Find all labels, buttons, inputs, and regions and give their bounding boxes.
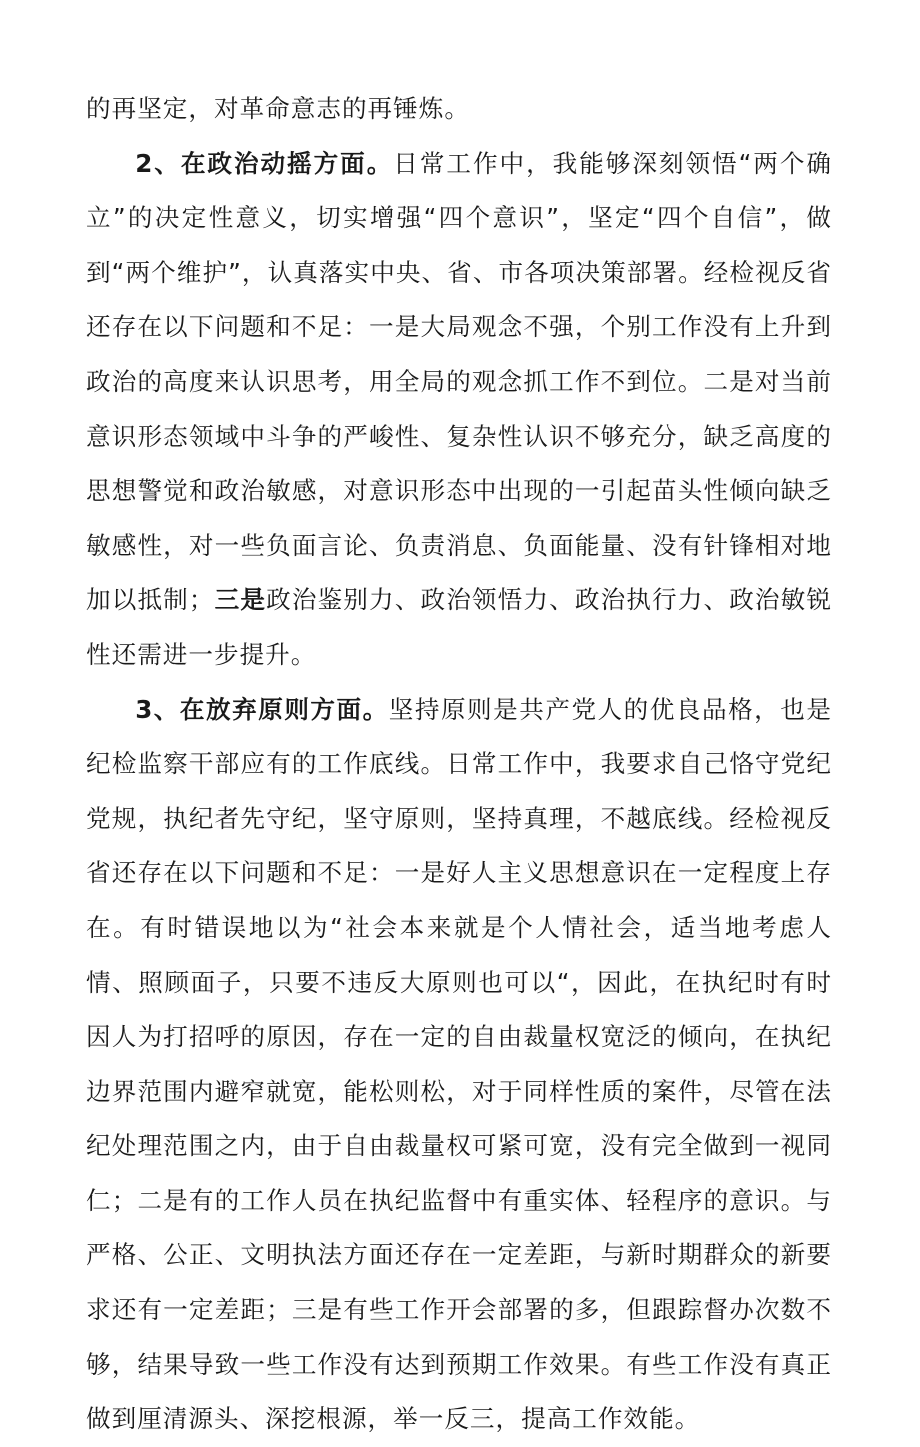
paragraph-text: 坚持原则是共产党人的优良品格，也是纪检监察干部应有的工作底线。日常工作中，我要求自己恪守党纪党规，执纪者先守纪，坚守原则，坚持真理，不越底线。经检视反省还存在以下问题和不足：一是好人主义思想意识在一定程度上存在。有时错误地以为“社会本来就是个人情社会，适当地考虑人情、照顾面子，只要不违反大原则也可以“，因此，在执纪时有时因人为打招呼的原因，存在一定的自由裁量权宽泛的倾向，在执纪边界范围内避窄就宽，能松则松，对于同样性质的案件，尽管在法纪处理范围之内，由于自由裁量权可紧可宽，没有完全做到一视同仁；二是有的工作人员在执纪监督中有重实体、轻程序的意识。与严格、公正、文明执法方面还存在一定差距，与新时期群众的新要求还有一定差距；三是有些工作开会部署的多，但跟踪督办次数不够，结果导致一些工作没有达到预期工作效果。有些工作没有真正做到厘清源头、深挖根源，举一反三，提高工作效能。 [86,694,832,1434]
bold-marker-third: 三是 [214,585,267,615]
paragraph-political-wavering [86,137,832,683]
paragraph-continuation [86,82,832,137]
paragraph-text: 日常工作中，我能够深刻领悟“两个确立”的决定性意义，切实增强“四个意识”，坚定“四个自信”，做到“两个维护”，认真落实中央、省、市各项决策部署。经检视反省还存在以下问题和不足：一是大局观念不强，个别工作没有上升到政治的高度来认识思考，用全局的观念抓工作不到位。二是对当前意识形态领域中斗争的严峻性、复杂性认识不够充分，缺乏高度的思想警觉和政治敏感，对意识形态中出现的一引起苗头性倾向缺乏敏感性，对一些负面言论、负责消息、负面能量、没有针锋相对地加以抵制； [86,148,832,615]
paragraph-abandon-principle [86,683,832,1447]
paragraph-text: 政治鉴别力、政治领悟力、政治执行力、政治敏锐性还需进一步提升。 [86,585,832,669]
section-heading-2: 2、在政治动摇方面。 [135,148,394,178]
paragraph-text: 的再坚定，对革命意志的再锤炼。 [86,94,470,123]
document-body [86,82,832,1447]
section-heading-3: 3、在放弃原则方面。 [135,694,389,724]
